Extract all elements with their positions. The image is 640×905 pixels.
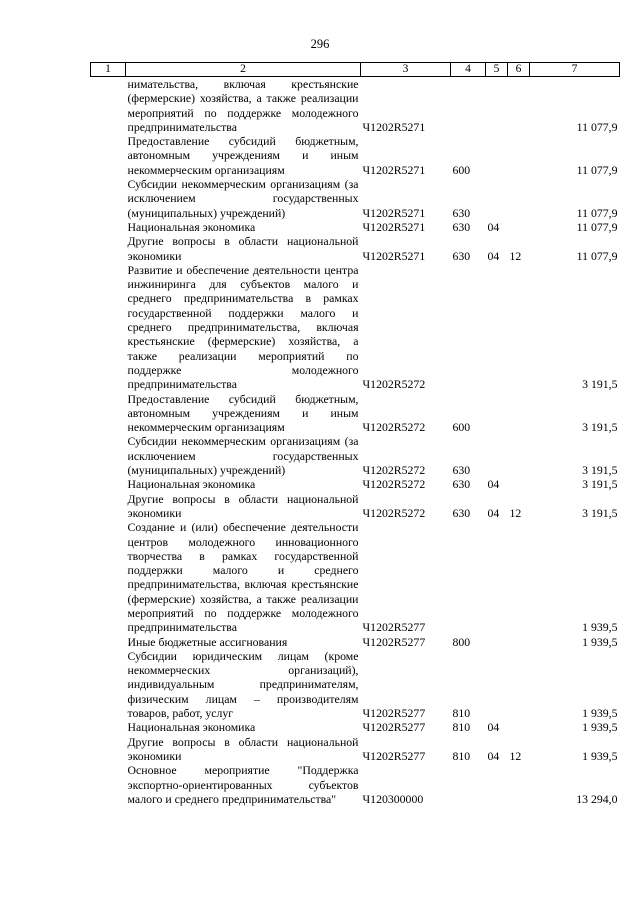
row-number-cell — [91, 220, 126, 234]
row-amount: 1 939,5 — [582, 720, 618, 735]
row-number-cell — [91, 763, 126, 806]
row-number-cell — [91, 720, 126, 734]
row-amount: 3 191,5 — [582, 477, 618, 492]
row-subsection — [508, 134, 530, 177]
row-target-code: Ч1202R5271 — [362, 219, 426, 234]
row-section: 04 — [487, 505, 500, 520]
row-expense-type: 630 — [452, 477, 471, 492]
row-expense-type: 800 — [452, 634, 471, 649]
row-amount: 3 191,5 — [582, 420, 618, 435]
row-expense-type: 630 — [452, 505, 471, 520]
row-expense-type: 600 — [452, 420, 471, 435]
table-row — [91, 763, 620, 806]
row-subsection — [508, 177, 530, 220]
row-target-code: Ч1202R5277 — [362, 620, 426, 635]
row-section — [486, 77, 508, 135]
row-section: 04 — [487, 720, 500, 735]
row-section — [486, 134, 508, 177]
row-subsection — [508, 649, 530, 720]
row-section — [486, 434, 508, 477]
table-row — [91, 263, 620, 392]
row-subsection — [508, 263, 530, 392]
table-row — [91, 720, 620, 734]
table-row — [91, 220, 620, 234]
row-expense-type — [451, 763, 486, 806]
page-number: 296 — [310, 37, 330, 51]
row-amount: 3 191,5 — [582, 463, 618, 478]
row-description: Другие вопросы в области национальной экономики — [127, 491, 359, 520]
row-target-code: Ч1202R5277 — [362, 748, 426, 763]
row-target-code: Ч1202R5272 — [362, 420, 426, 435]
table-row — [91, 520, 620, 634]
row-amount: 11 077,9 — [576, 248, 618, 263]
row-description: Субсидии некоммерческим организациям (за исключением государственных (муниципальных) учреждений) — [127, 434, 359, 478]
row-subsection — [508, 477, 530, 491]
column-header: 6 — [508, 63, 530, 77]
table-row — [91, 477, 620, 491]
row-target-code: Ч1202R5271 — [362, 248, 426, 263]
table-row — [91, 392, 620, 435]
row-target-code: Ч1202R5271 — [362, 119, 426, 134]
row-subsection — [508, 434, 530, 477]
row-expense-type: 630 — [452, 463, 471, 478]
row-description: Другие вопросы в области национальной экономики — [127, 234, 359, 263]
column-header: 2 — [126, 63, 361, 77]
row-amount: 11 077,9 — [576, 119, 618, 134]
row-expense-type: 630 — [452, 219, 471, 234]
row-number-cell — [91, 477, 126, 491]
row-number-cell — [91, 77, 126, 135]
table-row — [91, 649, 620, 720]
row-description: Субсидии некоммерческим организациям (за исключением государственных (муниципальных) учреждений) — [127, 177, 359, 220]
row-section: 04 — [487, 248, 500, 263]
table-row — [91, 635, 620, 649]
row-subsection: 12 — [509, 505, 522, 520]
row-number-cell — [91, 492, 126, 521]
table-row — [91, 492, 620, 521]
row-subsection — [508, 220, 530, 234]
row-number-cell — [91, 177, 126, 220]
row-description: Национальная экономика — [127, 720, 256, 735]
row-expense-type: 810 — [452, 720, 471, 735]
row-subsection — [508, 720, 530, 734]
row-number-cell — [91, 735, 126, 764]
row-target-code: Ч1202R5277 — [362, 706, 426, 721]
row-number-cell — [91, 392, 126, 435]
row-expense-type: 810 — [452, 706, 471, 721]
row-number-cell — [91, 434, 126, 477]
row-number-cell — [91, 649, 126, 720]
row-expense-type — [451, 77, 486, 135]
row-expense-type: 810 — [452, 748, 471, 763]
row-expense-type: 630 — [452, 248, 471, 263]
table-row — [91, 434, 620, 477]
row-amount: 11 077,9 — [576, 205, 618, 220]
row-target-code: Ч120300000 — [362, 791, 424, 806]
row-number-cell — [91, 520, 126, 634]
row-target-code: Ч1202R5271 — [362, 162, 426, 177]
row-description: Создание и (или) обеспечение деятельности центров молодежного инновационного творчества в рамках государственной поддержки малого и среднего предпринимательства, включая крестьянские (фермерские) хозяйства, а также реализации мероприятий по поддержке молодежного предпринимательства — [127, 520, 359, 635]
row-expense-type — [451, 263, 486, 392]
row-expense-type: 630 — [452, 205, 471, 220]
row-description: нимательства, включая крестьянские (фермерские) хозяйства, а также реализации мероприятий по поддержке молодежного предпринимательства — [127, 77, 359, 134]
row-description: Развитие и обеспечение деятельности центра инжиниринга для субъектов малого и среднего предпринимательства в рамках государственной поддержки малого и среднего предпринимательства, включая крестьянские (фермерские) хозяйства, а также реализации мероприятий по поддержке молодежного предпринимательства — [127, 262, 359, 392]
table-row — [91, 77, 620, 135]
table-row — [91, 234, 620, 263]
table-row — [91, 134, 620, 177]
row-section — [486, 263, 508, 392]
row-section — [486, 520, 508, 634]
row-subsection: 12 — [509, 748, 522, 763]
row-amount: 1 939,5 — [582, 748, 618, 763]
table-row — [91, 735, 620, 764]
row-expense-type: 600 — [452, 162, 471, 177]
row-target-code: Ч1202R5271 — [362, 205, 426, 220]
row-section — [486, 649, 508, 720]
row-subsection — [508, 520, 530, 634]
column-header: 1 — [91, 63, 126, 77]
row-subsection — [508, 77, 530, 135]
column-header: 7 — [530, 63, 620, 77]
row-description: Национальная экономика — [127, 477, 256, 492]
row-amount: 11 077,9 — [576, 219, 618, 234]
table-row — [91, 177, 620, 220]
row-description: Национальная экономика — [127, 219, 256, 234]
row-section — [486, 177, 508, 220]
row-target-code: Ч1202R5272 — [362, 505, 426, 520]
row-amount: 11 077,9 — [576, 162, 618, 177]
row-subsection — [508, 392, 530, 435]
row-section: 04 — [487, 748, 500, 763]
row-target-code: Ч1202R5272 — [362, 377, 426, 392]
column-header: 5 — [486, 63, 508, 77]
row-description: Предоставление субсидий бюджетным, автономным учреждениям и иным некоммерческим организациям — [127, 391, 359, 435]
row-target-code: Ч1202R5272 — [362, 463, 426, 478]
row-subsection — [508, 635, 530, 649]
row-number-cell — [91, 635, 126, 649]
column-header: 4 — [451, 63, 486, 77]
column-header: 3 — [361, 63, 451, 77]
row-section — [486, 763, 508, 806]
row-target-code: Ч1202R5272 — [362, 477, 426, 492]
row-expense-type — [451, 520, 486, 634]
column-header-row — [91, 63, 620, 77]
row-section: 04 — [487, 477, 500, 492]
row-amount: 1 939,5 — [582, 620, 618, 635]
row-description: Иные бюджетные ассигнования — [127, 634, 288, 649]
row-amount: 3 191,5 — [582, 377, 618, 392]
row-amount: 13 294,0 — [576, 791, 618, 806]
row-amount: 1 939,5 — [582, 634, 618, 649]
row-subsection: 12 — [509, 248, 522, 263]
row-description: Субсидии юридическим лицам (кроме некоммерческих организаций), индивидуальным предпринимателям, физическим лицам – производителям товаров, работ, услуг — [127, 648, 359, 721]
row-number-cell — [91, 234, 126, 263]
row-description: Предоставление субсидий бюджетным, автономным учреждениям и иным некоммерческим организациям — [127, 134, 359, 177]
row-target-code: Ч1202R5277 — [362, 720, 426, 735]
row-amount: 1 939,5 — [582, 706, 618, 721]
row-section — [486, 635, 508, 649]
row-section — [486, 392, 508, 435]
row-amount: 3 191,5 — [582, 505, 618, 520]
row-subsection — [508, 763, 530, 806]
row-description: Другие вопросы в области национальной экономики — [127, 734, 359, 763]
row-number-cell — [91, 263, 126, 392]
row-number-cell — [91, 134, 126, 177]
budget-table — [90, 62, 620, 806]
row-section: 04 — [487, 219, 500, 234]
row-description: Основное мероприятие "Поддержка экспортно-ориентированных субъектов малого и среднего предпринимательства" — [127, 763, 359, 806]
row-target-code: Ч1202R5277 — [362, 634, 426, 649]
